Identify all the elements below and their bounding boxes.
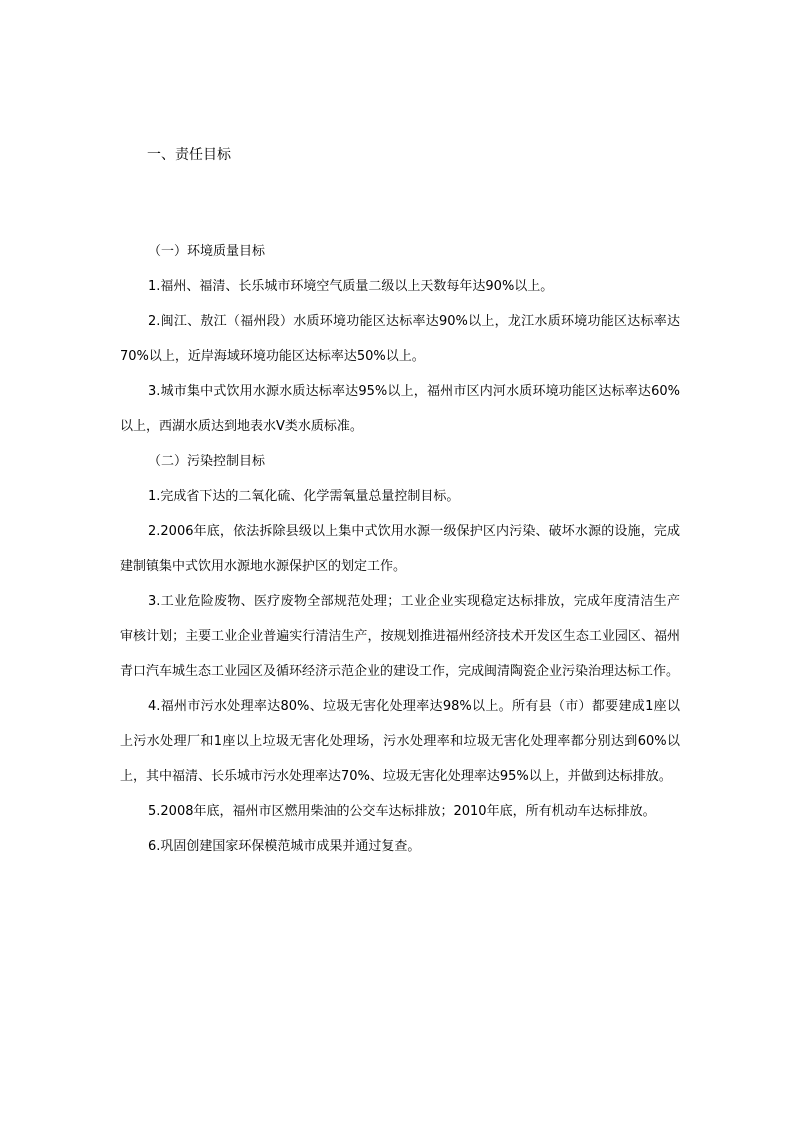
section-heading: 一、责任目标 [147,147,231,163]
env-quality-heading: （一）环境质量目标 [148,244,266,259]
env-quality-item-2: 2.闽江、敖江（福州段）水质环境功能区达标率达90%以上，龙江水质环境功能区达标率达70%以上，近岸海域环境功能区达标率达50%以上。 [120,314,680,364]
env-quality-item-3: 3.城市集中式饮用水源水质达标率达95%以上，福州市区内河水质环境功能区达标率达60%以上，西湖水质达到地表水Ⅴ类水质标准。 [120,384,680,434]
pollution-control-item-6: 6.巩固创建国家环保模范城市成果并通过复查。 [148,839,421,854]
pollution-control-item-2: 2.2006年底，依法拆除县级以上集中式饮用水源一级保护区内污染、破坏水源的设施，完成建制镇集中式饮用水源地水源保护区的划定工作。 [120,524,680,574]
env-quality-item-1: 1.福州、福清、长乐城市环境空气质量二级以上天数每年达90%以上。 [148,279,554,294]
pollution-control-item-4: 4.福州市污水处理率达80%、垃圾无害化处理率达98%以上。所有县（市）都要建成1座以上污水处理厂和1座以上垃圾无害化处理场，污水处理率和垃圾无害化处理率都分别达到60%以上，其中福清、长乐城市污水处理率达70%、垃圾无害化处理率达95%以上，并做到达标排放。 [120,699,680,784]
document-body [120,234,680,864]
pollution-control-item-1: 1.完成省下达的二氧化硫、化学需氧量总量控制目标。 [148,489,460,504]
pollution-control-item-3: 3.工业危险废物、医疗废物全部规范处理；工业企业实现稳定达标排放，完成年度清洁生产审核计划；主要工业企业普遍实行清洁生产，按规划推进福州经济技术开发区生态工业园区、福州青口汽车城生态工业园区及循环经济示范企业的建设工作，完成闽清陶瓷企业污染治理达标工作。 [120,594,680,679]
pollution-control-heading: （二）污染控制目标 [148,454,266,469]
pollution-control-item-5: 5.2008年底，福州市区燃用柴油的公交车达标排放；2010年底，所有机动车达标排放。 [148,804,656,819]
